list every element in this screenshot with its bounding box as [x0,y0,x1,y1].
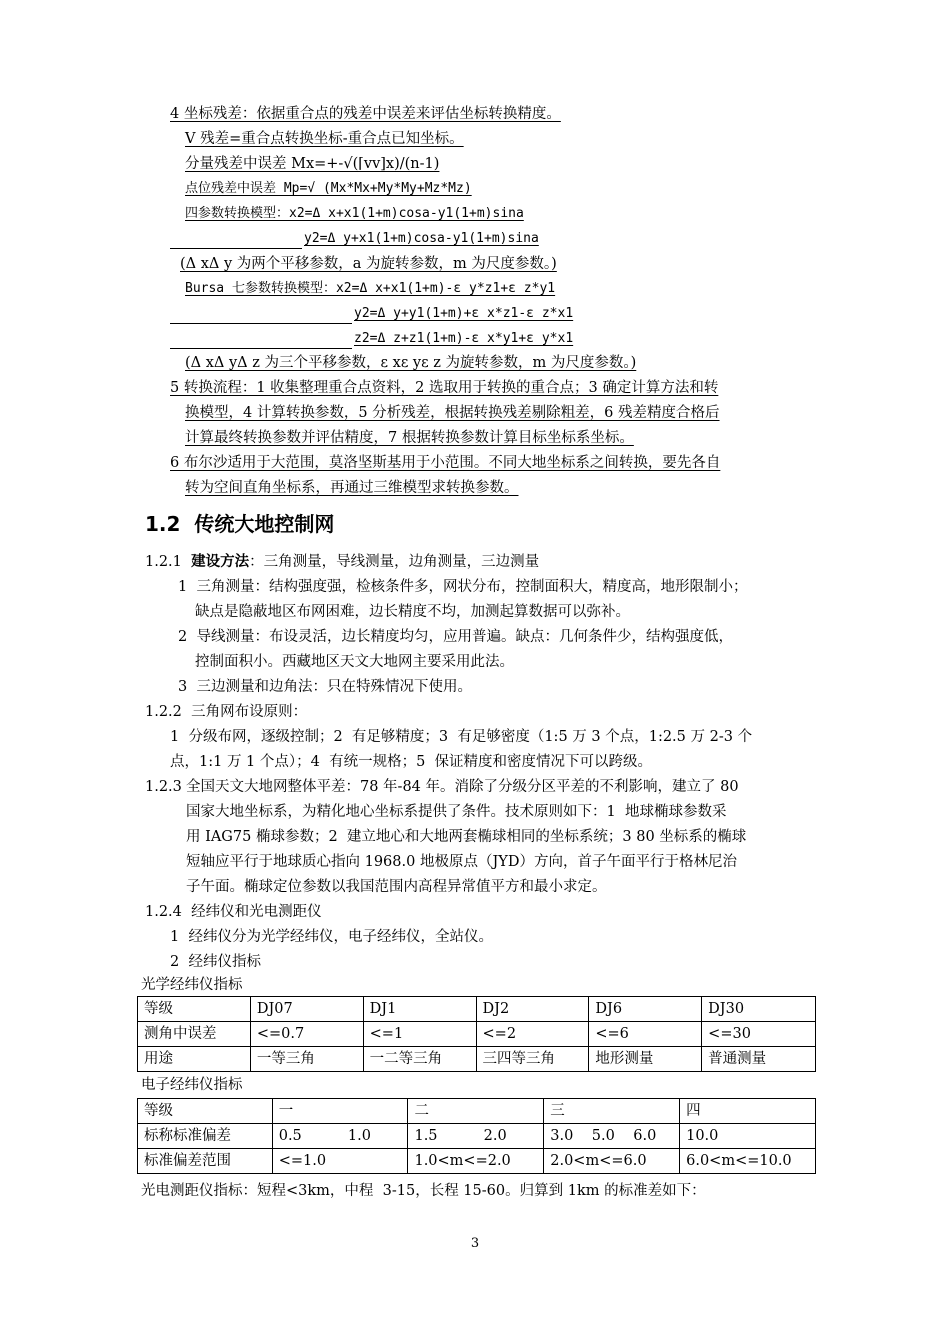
optical-table-caption: 光学经纬仪指标 [141,977,243,993]
item6-line-1: 6 布尔沙适用于大范围，莫洛坚斯基用于小范围。不同大地坐标系之间转换，要先各自 [170,455,721,471]
table-cell: 10.0 [680,1124,816,1149]
table-cell: <=0.7 [250,1022,363,1047]
optical-theodolite-table [137,996,816,1072]
table-cell: 用途 [138,1047,251,1072]
s121-label: 建设方法 [191,553,250,570]
table-cell: 0.5 1.0 [272,1124,408,1149]
table-row [138,1022,816,1047]
s121-number: 1.2.1 [145,554,182,570]
table-cell: <=1 [363,1022,476,1047]
table-cell: DJ6 [589,997,702,1022]
electronic-theodolite-table [137,1098,816,1174]
v-residual-line: V 残差=重合点转换坐标-重合点已知坐标。 [185,131,464,147]
four-param-formula-x: 四参数转换模型：x2=Δ x+x1(1+m)cosa-y1(1+m)sina [185,206,524,221]
four-param-formula-y: y2=Δ y+x1(1+m)cosa-y1(1+m)sina [304,231,539,246]
bursa-formula-y: y2=Δ y+y1(1+m)+ε x*z1-ε z*x1 [354,306,574,321]
table-cell: <=30 [702,1022,816,1047]
underline-spacer [170,248,302,249]
s123-line-4: 短轴应平行于地球质心指向 1968.0 地极原点（JYD）方向，首子午面平行于格林尼治 [186,854,737,870]
s121-rest: ：三角测量，导线测量，边角测量，三边测量 [249,554,540,570]
table-row [138,1099,816,1124]
table-cell: 标准偏差范围 [138,1149,273,1174]
s122-heading: 1.2.2 三角网布设原则： [145,704,308,720]
edm-indicator-line: 光电测距仪指标：短程<3km，中程 3-15，长程 15-60。归算到 1km 的标准差如下： [141,1183,706,1199]
table-cell: DJ1 [363,997,476,1022]
s124-item-2: 2 经纬仪指标 [170,954,261,970]
table-row [138,1124,816,1149]
item6-line-2: 转为空间直角坐标系，再通过三维模型求转换参数。 [185,480,519,496]
s122-line-2: 点，1:1 万 1 个点）；4 有统一规格；5 保证精度和密度情况下可以跨级。 [170,754,653,770]
table-cell: 一二等三角 [363,1047,476,1072]
table-cell: 地形测量 [589,1047,702,1072]
underline-spacer [170,323,352,324]
table-cell: 1.0<m<=2.0 [408,1149,544,1174]
table-cell: 一等三角 [250,1047,363,1072]
s124-heading: 1.2.4 经纬仪和光电测距仪 [145,904,322,920]
table-cell: 2.0<m<=6.0 [544,1149,680,1174]
item5-line-3: 计算最终转换参数并评估精度，7 根据转换参数计算目标坐标系坐标。 [185,430,634,446]
table-cell: 测角中误差 [138,1022,251,1047]
s124-item-1: 1 经纬仪分为光学经纬仪，电子经纬仪，全站仪。 [170,929,493,945]
table-cell: 普通测量 [702,1047,816,1072]
s121-p3: 3 三边测量和边角法：只在特殊情况下使用。 [178,679,472,695]
s123-line-3: 用 IAG75 椭球参数；2 建立地心和大地两套椭球相同的坐标系统；3 80 坐标系的椭球 [186,829,747,845]
table-cell: 三四等三角 [476,1047,589,1072]
electronic-table-caption: 电子经纬仪指标 [141,1077,243,1093]
table-cell: DJ30 [702,997,816,1022]
page-number: 3 [470,1236,480,1251]
table-cell: 四 [680,1099,816,1124]
s121-p2-line-2: 控制面积小。西藏地区天文大地网主要采用此法。 [195,654,514,670]
table-cell: 1.5 2.0 [408,1124,544,1149]
s123-line-1: 全国天文大地网整体平差：78 年-84 年。消除了分级分区平差的不利影响，建立了 80 [186,779,739,795]
s123-line-5: 子午面。椭球定位参数以我国范围内高程异常值平方和最小求定。 [186,879,607,895]
item4-title: 4 坐标残差：依据重合点的残差中误差来评估坐标转换精度。 [170,106,561,122]
table-cell: 标称标准偏差 [138,1124,273,1149]
item5-line-1: 5 转换流程：1 收集整理重合点资料，2 选取用于转换的重合点；3 确定计算方法和转 [170,380,719,396]
point-error-formula: 点位残差中误差 Mp=√ (Mx*Mx+My*My+Mz*Mz) [185,181,472,196]
bursa-formula-x: Bursa 七参数转换模型：x2=Δ x+x1(1+m)-ε y*z1+ε z*y1 [185,281,556,296]
table-cell: 6.0<m<=10.0 [680,1149,816,1174]
table-cell: 3.0 5.0 6.0 [544,1124,680,1149]
s122-line-1: 1 分级布网，逐级控制；2 有足够精度；3 有足够密度（1:5 万 3 个点，1:2.5 万 2-3 个 [170,729,753,745]
s121-p1-line-1: 1 三角测量：结构强度强，检核条件多，网状分布，控制面积大，精度高，地形限制小； [178,579,748,595]
s123-line-2: 国家大地坐标系，为精化地心坐标系提供了条件。技术原则如下：1 地球椭球参数采 [186,804,727,820]
table-row [138,1149,816,1174]
table-cell: DJ07 [250,997,363,1022]
table-cell: 等级 [138,997,251,1022]
underline-spacer [170,348,352,349]
table-cell: 一 [272,1099,408,1124]
item5-line-2: 换模型，4 计算转换参数，5 分析残差，根据转换残差剔除粗差，6 残差精度合格后 [185,405,720,421]
component-error-formula: 分量残差中误差 Mx=+-√(⌈vv]x)/(n-1) [185,156,440,172]
table-cell: 三 [544,1099,680,1124]
table-cell: 等级 [138,1099,273,1124]
table-cell: 二 [408,1099,544,1124]
bursa-formula-z: z2=Δ z+z1(1+m)-ε x*y1+ε y*x1 [354,331,574,346]
s123-number: 1.2.3 [145,779,182,795]
table-cell: DJ2 [476,997,589,1022]
bursa-note: (Δ xΔ yΔ z 为三个平移参数，ε xε yε z 为旋转参数，m 为尺度参数。) [185,355,637,371]
four-param-note: (Δ xΔ y 为两个平移参数，a 为旋转参数，m 为尺度参数。) [180,256,557,272]
table-row [138,1047,816,1072]
table-row [138,997,816,1022]
s121-p1-line-2: 缺点是隐蔽地区布网困难，边长精度不均，加测起算数据可以弥补。 [195,604,630,620]
table-cell: <=6 [589,1022,702,1047]
table-cell: <=2 [476,1022,589,1047]
s121-p2-line-1: 2 导线测量：布设灵活，边长精度均匀，应用普遍。缺点：几何条件少，结构强度低， [178,629,733,645]
s121-heading [145,551,539,573]
table-cell: <=1.0 [272,1149,408,1174]
section-heading: 1.2 传统大地控制网 [145,512,335,536]
